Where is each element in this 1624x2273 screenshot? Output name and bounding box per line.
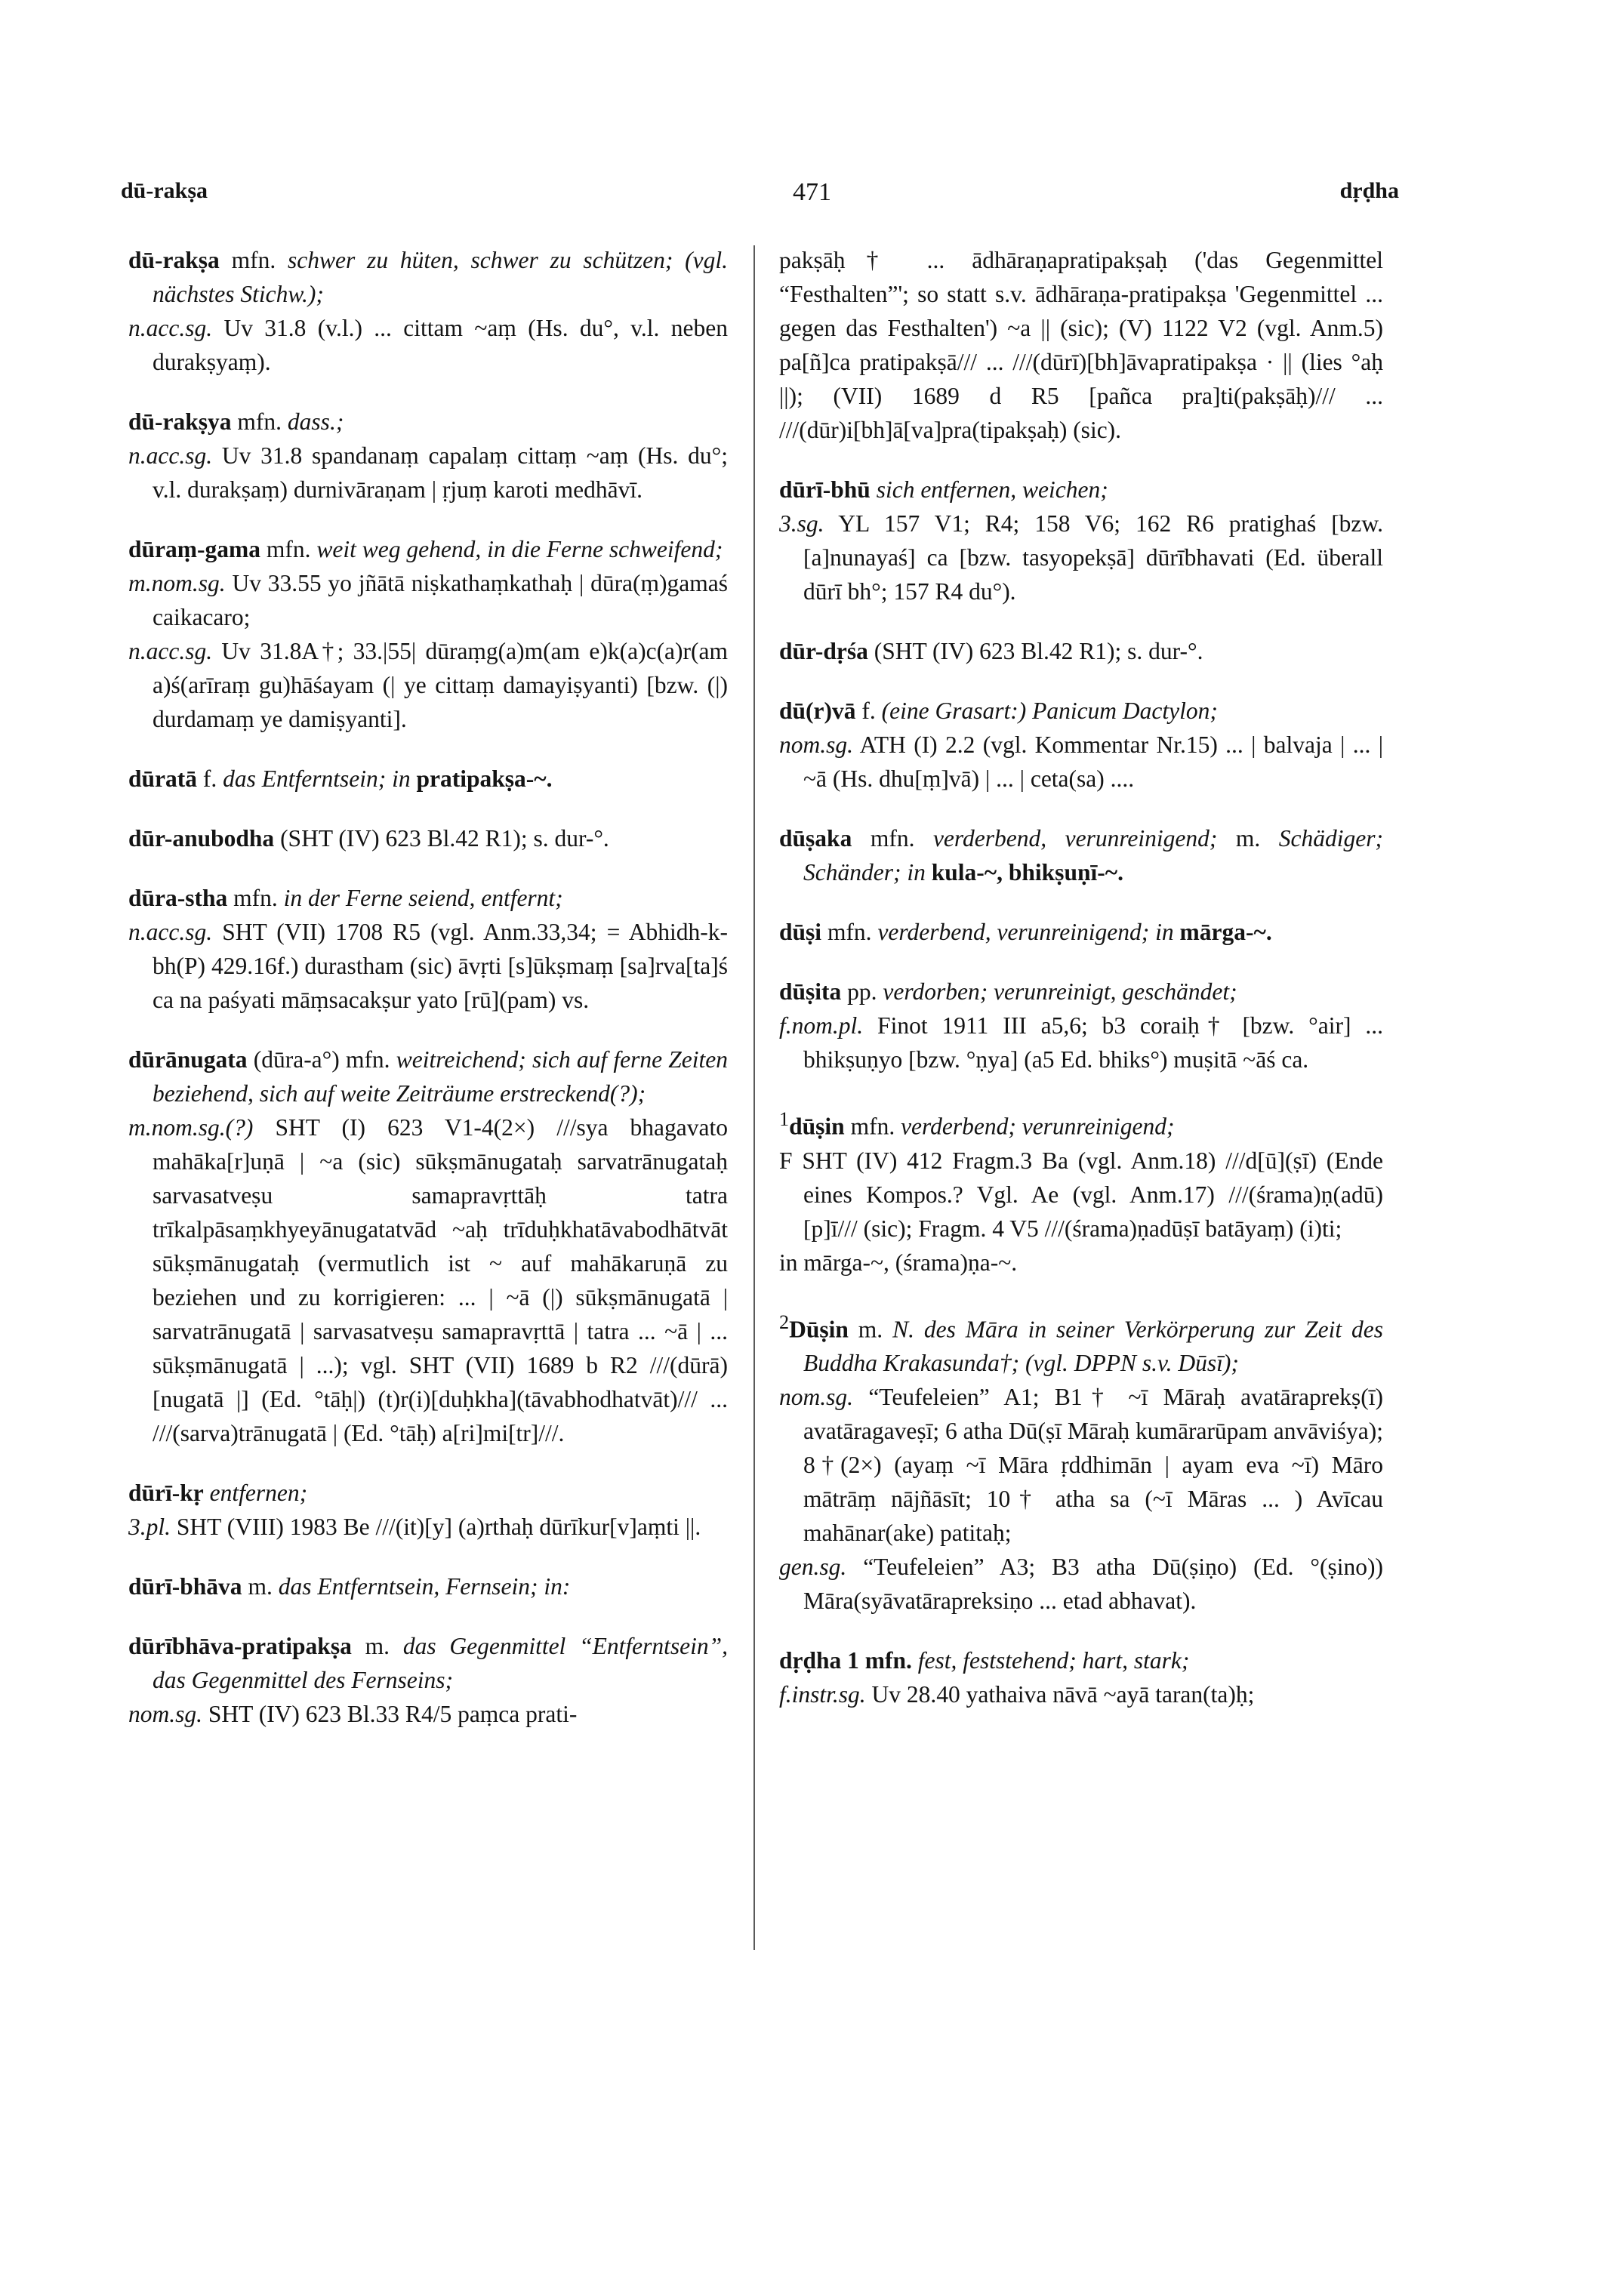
entry-definition: sich entfernen, weichen; (870, 476, 1108, 503)
cross-reference: kula-~, bhikṣuṇī-~. (925, 859, 1123, 885)
entry-lemma: dūr-dṛśa (779, 638, 868, 664)
dictionary-entry (779, 1305, 1383, 1619)
citation-text: Uv 31.8 spandanaṃ capalaṃ cittaṃ ~aṃ (Hs. du°; v.l. durakṣaṃ) durnivāraṇam | ṛjuṃ karoti medhāvī. (153, 442, 728, 503)
entry-definition: das Gegenmittel “Entferntsein”, das Gegenmittel des Fernseins; (153, 1633, 728, 1693)
left-column (128, 243, 728, 1757)
citation-text: pakṣāḥ† ... ādhāraṇapratipakṣaḥ ('das Gegenmittel “Festhalten”'; so statt s.v. ādhāraṇa-pratipakṣa 'Gegenmittel ... gegen das Festhalten') ~a || (sic); (V) 1122 V2 (vgl. Anm.5) pa[ñ]ca pratipakṣā/// ... ///(dūrī)[bh]āvapratipakṣa · || (lies °aḥ ||); (VII) 1689 d R5 [pañca pra]ti(pakṣāḥ)/// ... ///(dūr)i[bh]ā[va]pra(tipakṣaḥ) (sic). (779, 247, 1383, 443)
header-right-catchword: dṛḍha (1339, 178, 1399, 203)
citation-text: Uv 31.8 (v.l.) ... cittam ~aṃ (Hs. du°, v.l. neben durakṣyaṃ). (153, 315, 728, 375)
entry-lemma: dūrī-bhū (779, 476, 871, 503)
citation-text: F SHT (IV) 412 Fragm.3 Ba (vgl. Anm.18) ///d[ū](ṣī) (Ende eines Kompos.? Vgl. Ae (vgl. Anm.17) ///(śrama)ṇ(adū)[p]ī/// (sic); Fragm. 4 V5 ///(śrama)ṇadūṣī batāyaṃ) (i)ti; (779, 1147, 1383, 1242)
homonym-number: 1 (779, 1108, 790, 1130)
entry-definition: dass.; (287, 408, 344, 435)
entry-lemma: dūṣaka (779, 825, 852, 852)
citation-text: YL 157 V1; R4; 158 V6; 162 R6 pratighaś [bzw. [a]nunayaś] ca [bzw. tasyopekṣā] dūrībhavati (Ed. überall dūrī bh°; 157 R4 du°). (803, 510, 1383, 605)
entry-pos: f. (855, 698, 882, 724)
column-divider (753, 245, 755, 1950)
entry-lemma: dūra-stha (128, 885, 228, 911)
entry-lemma: dūṣin (789, 1113, 845, 1140)
dictionary-entry (779, 694, 1383, 796)
grammar-label: n.acc.sg. (128, 919, 213, 945)
grammar-label: n.acc.sg. (128, 315, 213, 341)
dictionary-entry (128, 243, 728, 379)
dictionary-entry (128, 1476, 728, 1544)
entry-definition: entfernen; (203, 1480, 308, 1506)
entry-lemma: dūrī-bhāva (128, 1573, 242, 1600)
entry-definition: schwer zu hüten, schwer zu schützen; (vgl. nächstes Stichw.); (153, 247, 728, 307)
cross-reference: mārga-~. (1173, 919, 1272, 945)
citation-text: SHT (I) 623 V1-4(2×) ///sya bhagavato mahāka[r]uṇā | ~a (sic) sūkṣmānugataḥ sarvatrānugataḥ sarvasatveṣu samapravṛttāḥ tatra trīkalpāsaṃkhyeyānugatatvād ~aḥ trīduḥkhatāvabodhātvāt sūkṣmānugataḥ (vermutlich ist ~ auf mahākaruṇā zu beziehen und zu korrigieren: ... | ~ā (|) sūkṣmānugatā | sarvatrānugatā | sarvasatveṣu samapravṛttā | tatra ... ~ā | ... sūkṣmānugatā | ...); vgl. SHT (VII) 1689 b R2 ///(dūrā)[nugatā |] (Ed. °tāḥ|) (t)r(i)[duḥkha](tāvabhodhatvāt)/// ... ///(sarva)trānugatā | (Ed. °tāḥ) a[ri]mi[tr]///. (153, 1114, 728, 1446)
dictionary-entry (128, 762, 728, 796)
citation-text: “Teufeleien” A3; B3 atha Dū(ṣiṇo) (Ed. °(ṣino)) Māra(syāvatārapreksiṇo ... etad abhavat). (803, 1554, 1383, 1614)
entry-pos: m. (848, 1316, 893, 1342)
dictionary-entry (779, 1643, 1383, 1711)
entry-lemma: dūr-anubodha (128, 825, 275, 852)
grammar-label: nom.sg. (779, 1384, 854, 1410)
entry-definition: verderbend; verunreinigend; (901, 1113, 1175, 1140)
entry-lemma: dūratā (128, 765, 198, 792)
citation-text: ATH (I) 2.2 (vgl. Kommentar Nr.15) ... | balvaja | ... | ~ā (Hs. dhu[ṃ]vā) | ... | ceta(sa) .... (803, 731, 1383, 792)
entry-definition: verderbend, verunreinigend; (932, 825, 1218, 852)
entry-lemma: dūrībhāva-pratipakṣa (128, 1633, 352, 1659)
entry-lemma: dū-rakṣa (128, 247, 220, 273)
dictionary-entry (128, 405, 728, 507)
entry-pos: mfn. (852, 825, 933, 852)
entry-pos: m. (351, 1633, 403, 1659)
entry-pos: mfn. (260, 536, 317, 562)
citation-text: (SHT (IV) 623 Bl.42 R1); s. dur-°. (867, 638, 1203, 664)
grammar-label: f.nom.pl. (779, 1012, 864, 1039)
homonym-number: 2 (779, 1311, 790, 1333)
citation-text: SHT (VIII) 1983 Be ///(it)[y] (a)rthaḥ dūrīkur[v]aṃti ||. (171, 1514, 701, 1540)
citation-text: in mārga-~, (śrama)ṇa-~. (779, 1249, 1018, 1276)
dictionary-entry (128, 881, 728, 1017)
entry-definition: (eine Grasart:) Panicum Dactylon; (881, 698, 1218, 724)
right-column (779, 243, 1383, 1737)
grammar-label: nom.sg. (128, 1701, 203, 1727)
page-header (0, 178, 1624, 223)
entry-definition: das Entferntsein; in (223, 765, 411, 792)
entry-lemma: dūrī-kṛ (128, 1480, 204, 1506)
homonym-number: 1 mfn. (841, 1647, 918, 1674)
entry-definition: N. des Māra in seiner Verkörperung zur Zeit des Buddha Krakasunda†; (vgl. DPPN s.v. Dūsī); (803, 1316, 1383, 1376)
grammar-label: gen.sg. (779, 1554, 847, 1580)
dictionary-entry (128, 1569, 728, 1603)
citation-text: SHT (IV) 623 Bl.33 R4/5 paṃca prati- (202, 1701, 578, 1727)
entry-lemma: dū(r)vā (779, 698, 856, 724)
page-number: 471 (793, 178, 831, 206)
entry-pos: mfn. (219, 247, 288, 273)
cross-reference: pratipakṣa-~. (410, 765, 553, 792)
citation-text: Uv 31.8A†; 33.|55| dūraṃg(a)m(am e)k(a)c(a)r(am a)ś(arīraṃ gu)hāśayam (| ye cittaṃ damayiṣyanti) [bzw. (|) durdamaṃ ye damiṣyanti]. (153, 638, 728, 732)
citation-text: Uv 28.40 yathaiva nāvā ~ayā taran(ta)ḥ; (865, 1681, 1255, 1708)
entry-lemma: dṛḍha (779, 1647, 842, 1674)
dictionary-entry (779, 915, 1383, 949)
entry-definition: verderbend, verunreinigend; in (877, 919, 1174, 945)
entry-lemma: dū-rakṣya (128, 408, 232, 435)
entry-variant: (dūra-a°) mfn. (247, 1046, 396, 1073)
entry-pos: mfn. (844, 1113, 901, 1140)
citation-text: “Teufeleien” A1; B1† ~ī Māraḥ avatāraprekṣ(ī) avatāragaveṣī; 6 atha Dū(ṣī Māraḥ kumārarūpam anvāviśya); 8†(2×) (ayaṃ ~ī Māra ṛddhimān | ayam eva ~ī) Māro mātrāṃ nājñāsīt; 10† atha sa (~ī Māras ... ) Avīcau mahānar(ake) patitaḥ; (803, 1384, 1383, 1546)
header-left-catchword: dū-rakṣa (121, 178, 208, 203)
entry-pos: pp. (841, 978, 883, 1005)
citation-text: Finot 1911 III a5,6; b3 coraiḥ† [bzw. °air] ... bhikṣuṇyo [bzw. °ṇya] (a5 Ed. bhiks°) muṣitā ~āś ca. (803, 1012, 1383, 1073)
grammar-label: nom.sg. (779, 731, 854, 758)
dictionary-entry (779, 634, 1383, 668)
dictionary-entry (128, 821, 728, 855)
grammar-label: 3.sg. (779, 510, 824, 537)
entry-lemma: Dūṣin (789, 1316, 849, 1342)
entry-pos: mfn. (231, 408, 288, 435)
entry-lemma: dūṣi (779, 919, 822, 945)
entry-continuation (779, 243, 1383, 447)
entry-definition: Schädiger; Schänder; in (803, 825, 1383, 885)
entry-definition: in der Ferne seiend, entfernt; (283, 885, 563, 911)
dictionary-entry (779, 1102, 1383, 1280)
dictionary-entry (779, 821, 1383, 889)
citation-text: SHT (VII) 1708 R5 (vgl. Anm.33,34; = Abhidh-k-bh(P) 429.16f.) durastham (sic) āvṛti [s]ūkṣmaṃ [sa]rva[ta]ś ca na paśyati māṃsacakṣur yato [rū](pam) vs. (153, 919, 728, 1013)
grammar-label: m.nom.sg. (128, 570, 226, 596)
entry-lemma: dūrānugata (128, 1046, 248, 1073)
dictionary-entry (128, 1629, 728, 1731)
citation-text: Uv 33.55 yo jñātā niṣkathaṃkathaḥ | dūra(ṃ)gamaś caikacaro; (153, 570, 728, 630)
entry-pos: f. (197, 765, 223, 792)
entry-pos: mfn. (821, 919, 878, 945)
grammar-label: 3.pl. (128, 1514, 171, 1540)
entry-definition: weitreichend; sich auf ferne Zeiten beziehend, sich auf weite Zeiträume erstreckend(?); (153, 1046, 728, 1107)
citation-text: (SHT (IV) 623 Bl.42 R1); s. dur-°. (274, 825, 609, 852)
entry-pos: m. (242, 1573, 279, 1600)
grammar-label: n.acc.sg. (128, 638, 213, 664)
dictionary-entry (779, 975, 1383, 1076)
entry-definition: weit weg gehend, in die Ferne schweifend; (316, 536, 723, 562)
dictionary-entry (779, 473, 1383, 608)
dictionary-entry (128, 532, 728, 736)
entry-lemma: dūṣita (779, 978, 842, 1005)
entry-definition: verdorben; verunreinigt, geschändet; (883, 978, 1237, 1005)
grammar-label: f.instr.sg. (779, 1681, 866, 1708)
grammar-label: n.acc.sg. (128, 442, 213, 469)
entry-pos: mfn. (227, 885, 284, 911)
entry-pos: m. (1217, 825, 1279, 852)
entry-definition: fest, feststehend; hart, stark; (917, 1647, 1190, 1674)
dictionary-entry (128, 1043, 728, 1450)
entry-lemma: dūraṃ-gama (128, 536, 260, 562)
grammar-label: m.nom.sg.(?) (128, 1114, 254, 1141)
entry-definition: das Entferntsein, Fernsein; in: (278, 1573, 571, 1600)
